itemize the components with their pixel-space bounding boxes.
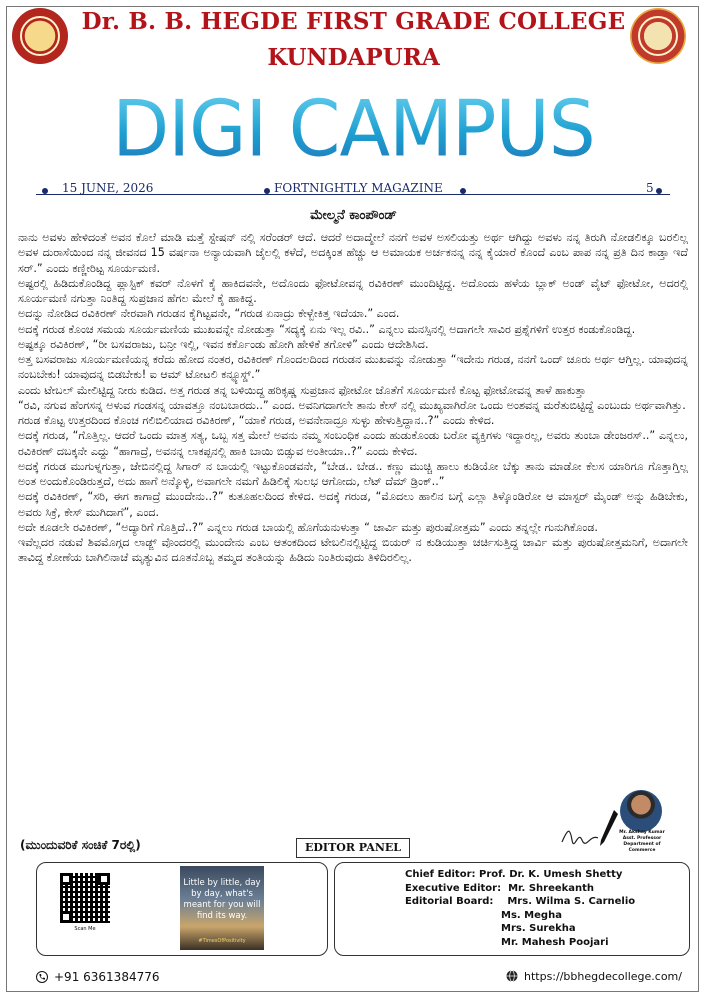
article-paragraph: ಅತ್ತ ಬಸವರಾಜು ಸೂರ್ಯಮಣಿಯನ್ನ ಕರೆದು ಹೋದ ನಂತರ, ರವಿಕಿರಣ್ ಗೊಂದಲದಿಂದ ಗರುಡನ ಮುಖವನ್ನು ನೋಡುತ್ತಾ “ಇದೇನು ಗರುಡ, ನನಗೆ ಒಂದ್ ಚೂರು ಅರ್ಥ ಆಗ್ತಿಲ್ಲ. ಯಾವುದನ್ನ ನಂಬಬೇಕು! ಯಾವುದನ್ನ ಬಿಡಬೇಕು! ಐ ಆಮ್ ಟೋಟಲಿ ಕನ್ಫ್ಯೂಸ್ಡ್.” bbox=[18, 353, 688, 382]
continued-note: (ಮುಂದುವರಿಕೆ ಸಂಚಿಕೆ 7ರಲ್ಲಿ) bbox=[20, 838, 141, 852]
board-member: Mr. Mahesh Poojari bbox=[501, 936, 609, 948]
article-paragraph: ಅದಕ್ಕೆ ಗರುಡ, “ಗೊತ್ತಿಲ್ಲ. ಆದರೆ ಒಂದು ಮಾತ್ರ ಸತ್ಯ, ಒಬ್ಬ ಸತ್ತ ಮೇಲೆ ಅವನು ನಮ್ಮ ಸಂಬಂಧಿಕ ಎಂದು ಹುಡುಕೊಂಡು ಬರೋ ವ್ಯಕ್ತಿಗಳು ಇದ್ದಾರಲ್ಲ, ಅವರು ತುಂಬಾ ಡೇಂಜರಸ್..” ಎನ್ನಲು, ರವಿಕಿರಣ್ ದಬಕ್ಕನೇ ಎದ್ದು “ಹಾಗಾದ್ರೆ, ಅವನನ್ನ ಲಾಕಪ್ಪನಲ್ಲಿ ಹಾಕಿ ಬಾಯಿ ಬಿಡ್ಸುವ ಅಂತೀಯಾ..?” ಎಂದು ಕೇಳಿದ. bbox=[18, 429, 688, 458]
qr-code[interactable] bbox=[60, 873, 110, 923]
article-paragraph: ಅಷ್ಟರಲ್ಲಿ ಹಿಡಿದುಕೊಂಡಿದ್ದ ಪ್ಲಾಸ್ಟಿಕ್ ಕವರ್ ನೊಳಗೆ ಕೈ ಹಾಕಿದವನೇ, ಅದೊಂದು ಫೋಟೋವನ್ನ ರವಿಕಿರಣ್ ಮುಂದಿಟ್ಟಿದ್ದ. ಅದೊಂದು ಹಳೆಯ ಬ್ಲಾಕ್ ಅಂಡ್ ವೈಟ್ ಫೋಟೋ, ಅದರಲ್ಲಿ ಸೂರ್ಯಮಣಿ ನಗುತ್ತಾ ನಿಂತಿದ್ದ ಸುಪ್ರಜಾನ ಹೆಗಲ ಮೇಲೆ ಕೈ ಹಾಕಿದ್ದ. bbox=[18, 276, 688, 305]
board-row: Editorial Board: Mrs. Wilma S. Carnelio bbox=[405, 896, 636, 908]
article-paragraph: ಎಂದು ಟೇಬಲ್ ಮೇಲಿಟ್ಟಿದ್ದ ನೀರು ಕುಡಿದ. ಅತ್ತ ಗರುಡ ತನ್ನ ಬಳಿಯಿದ್ದ ಹರಿಕೃಷ್ಣ ಸುಪ್ರಜಾನ ಫೋಟೋ ಜೊತೆಗೆ ಸೂರ್ಯಮಣಿ ಕೊಟ್ಟ ಫೋಟೋವನ್ನ ತಾಳೆ ಹಾಕುತ್ತಾ bbox=[18, 383, 586, 397]
globe-icon bbox=[506, 970, 518, 982]
quote-image bbox=[180, 866, 264, 950]
footer-phone[interactable]: +91 6361384776 bbox=[36, 970, 160, 984]
article-paragraph: ಇವೆಲ್ಲದರ ನಡುವೆ ಶಿವಮೊಗ್ಗದ ಲಾಡ್ಜ್ ವೊಂದರಲ್ಲಿ ಮುಂದೇನು ಎಂಬ ಆತಂಕದಿಂದ ಟೇಬಲಿನಲ್ಲಿಟ್ಟಿದ್ದ ಬಿಯರ್ ನ ಕುಡಿಯುತ್ತಾ ಚರ್ಚಿಸುತ್ತಿದ್ದ ಚಾರ್ವಿ ಮತ್ತು ಪುರುಷೋತ್ತಮನಿಗೆ, ಅದಾಗಲೇ ತಾವಿದ್ದ ಕೋಣೆಯ ಬಾಗಿಲಿನಾಚೆ ಮೃತ್ಯುವಿನ ದೂತನೊಬ್ಬ ತಮ್ಮದ ತಂತಿಯನ್ನು ಹಿಡಿದು ನಿಂತಿರುವುದು ತಿಳಿದಿರಲಿಲ್ಲ. bbox=[18, 536, 688, 565]
article-paragraph: “ರವಿ, ನಗುವ ಹೆಂಗಸನ್ನ ಅಳುವ ಗಂಡಸನ್ನ ಯಾವತ್ತೂ ನಂಬಬಾರದು..” ಎಂದ. ಅವನಿಗದಾಗಲೇ ತಾನು ಕೇಸ್ ನಲ್ಲಿ ಮುಖ್ಯವಾಗಿರೋ ಒಂದು ಅಂಶವನ್ನ ಮರೆತುಬಿಟ್ಟಿದ್ದೆ ಎಂಬುದು ಅರ್ಥವಾಗಿತ್ತು. bbox=[18, 398, 686, 412]
article-paragraph: ಅಷ್ಟಕ್ಕೂ ರವಿಕಿರಣ್, “ರೀ ಬಸವರಾಜು, ಬನ್ರೀ ಇಲ್ಲಿ, ಇವನ ಕರ್ಕೊಂಡು ಹೋಗಿ ಹೇಳಿಕೆ ತಗೋಳಿ” ಎಂದು ಆದೇಶಿಸಿದ. bbox=[18, 337, 429, 351]
quote-text: Little by little, day by day, what's meant for you will find its way. bbox=[183, 878, 261, 921]
article-paragraph: ಅದಕ್ಕೆ ಗರುಡ ಮುಗುಳ್ನಗುತ್ತಾ, ಜೇಬಿನಲ್ಲಿದ್ದ ಸಿಗಾರ್ ನ ಬಾಯಲ್ಲಿ ಇಟ್ಟುಕೊಂಡವನೇ, “ಬೇಡ.. ಬೇಡ.. ಕಣ್ಣು ಮುಚ್ಚಿ ಹಾಲು ಕುಡಿಯೋ ಬೆಕ್ಕು ತಾನು ಮಾಡೋ ಕೆಲಸ ಯಾರಿಗೂ ಗೊತ್ತಾಗ್ತಿಲ್ಲ ಅಂತ ಅಂದುಕೊಂಡಿರುತ್ತದೆ, ಅದು ಹಾಗೆ ಅನ್ಕೊಳ್ಳಿ, ಅವಾಗಲೇ ನಮಗೆ ಹಿಡಿಲಿಕ್ಕೆ ಸುಲಭ ಆಗೋದು, ಲೆಟ್ ದೆಮ್ ಡ್ರಿಂಕ್..” bbox=[18, 459, 688, 488]
article-paragraph: ಅದೇ ಕೂಡಲೇ ರವಿಕಿರಣ್, “ಅದ್ಯಾರಿಗೆ ಗೊತ್ತಿದೆ..?” ಎನ್ನಲು ಗರುಡ ಬಾಯಲ್ಲಿ ಹೊಗೆಯನುಳುತ್ತಾ “ ಚಾರ್ವಿ ಮತ್ತು ಪುರುಷೋತ್ತಮ” ಎಂದು ತನ್ನಲ್ಲೇ ಗುನುಗಿಕೊಂಡ. bbox=[18, 520, 598, 534]
college-location: KUNDAPURA bbox=[267, 44, 440, 71]
phone-icon bbox=[36, 971, 48, 983]
board-member: Mrs. Surekha bbox=[501, 923, 576, 935]
quote-hashtag: #TimesOfPositivity bbox=[198, 938, 246, 944]
editor-panel-label: EDITOR PANEL bbox=[296, 838, 410, 858]
magazine-masthead: DIGI CAMPUS bbox=[112, 83, 595, 175]
issue-type: FORTNIGHTLY MAGAZINE bbox=[274, 181, 443, 195]
editorial-board bbox=[405, 868, 635, 950]
board-row: Executive Editor: Mr. Shreekanth bbox=[405, 882, 595, 894]
qr-caption: Scan Me bbox=[74, 926, 96, 932]
article-body bbox=[18, 230, 688, 566]
editor-avatar bbox=[620, 790, 662, 832]
article-paragraph: ಅದಕ್ಕೆ ರವಿಕಿರಣ್, “ಸರಿ, ಈಗ ಕಾಗಾದ್ರೆ ಮುಂದೇನು..?” ಕುತೂಹಲದಿಂದ ಕೇಳಿದ. ಅದಕ್ಕೆ ಗರುಡ, “ಮೊದಲು ಹಾಲಿನ ಬಗ್ಗೆ ಎಲ್ಲಾ ತಿಳ್ಕೊಂಡಿರೋ ಆ ಮಾಸ್ಟರ್ ಮೈಂಡ್ ಅನ್ನು ಹಿಡಿಬೇಕು, ಅವರು ಸಿಕ್ರೆ, ಕೇಸ್ ಮುಗಿದಾಗೆ”, ಎಂದ. bbox=[18, 490, 688, 519]
editor-caption: Mr. Akshay Kumar Asst. Professor Department of Commerce bbox=[619, 830, 665, 853]
article-paragraph: ಗರುಡ ಕೊಟ್ಟ ಉತ್ತರದಿಂದ ಕೊಂಚ ಗಲಿಬಿಲಿಯಾದ ರವಿಕಿರಣ್, “ಯಾಕೆ ಗರುಡ, ಅವನೇನಾದ್ರೂ ಸುಳ್ಳು ಹೇಳುತ್ತಿದ್ದಾನ..?” ಎಂದು ಕೇಳಿದ. bbox=[18, 414, 495, 427]
board-member: Ms. Megha bbox=[501, 909, 562, 921]
board-row: Chief Editor: Prof. Dr. K. Umesh Shetty bbox=[405, 869, 623, 880]
article-paragraph: ನಾನು ಅವಳು ಹೇಳಿದಂತೆ ಅವನ ಕೊಲೆ ಮಾಡಿ ಮತ್ತೆ ಸ್ಟೇಷನ್ ನಲ್ಲಿ ಸರೆಂಡರ್ ಆದೆ. ಆದರೆ ಅದಾದ್ಮೇಲೆ ನನಗೆ ಅವಳ ಅಸಲಿಯತ್ತು ಅರ್ಥ ಆಗಿದ್ದು ಅವಳು ನನ್ನ ತಿರುಗಿ ನೋಡಲಿಕ್ಕೂ ಬರಲಿಲ್ಲ ಅವಳ ದುರಾಸೆಯಿಂದ ನನ್ನ ಜೀವನದ 15 ವರ್ಷನಾ ಅನ್ಯಾಯವಾಗಿ ಜೈಲಲ್ಲಿ ಕಳೆದೆ, ಅದಕ್ಕಿಂತ ಹೆಚ್ಚು ಆ ಅಮಾಯಕ ಅರ್ಚಕನನ್ನ ನನ್ನ ಕೈಯಾರೆ ಕೊಂದೆ ಎಂಬ ಪಾಪ ನನ್ನ ಪ್ರತಿ ದಿನ ಕಾಡ್ತಾ ಇದೆ ಸರ್.” ಎಂದು ಕಣ್ಣೀರಿಟ್ಟ ಸೂರ್ಯಮಣಿ. bbox=[18, 231, 688, 275]
article-title: ಮೇಲ್ಮನೆ ಕಾಂಪೌಂಡ್ bbox=[310, 208, 397, 223]
issue-date: 15 JUNE, 2026 bbox=[62, 181, 154, 195]
article-paragraph: ಅದಕ್ಕೆ ಗರುಡ ಕೊಂಚ ಸಮಯ ಸೂರ್ಯಮಣಿಯ ಮುಖವನ್ನೇ ನೋಡುತ್ತಾ “ಸದ್ಯಕ್ಕೆ ಏನು ಇಲ್ಲ ರವಿ..” ಎನ್ನಲು ಮನಸ್ಸಿನಲ್ಲಿ ಅದಾಗಲೇ ಸಾವಿರ ಪ್ರಶ್ನೆಗಳಿಗೆ ಉತ್ತರ ಕಂಡುಕೊಂಡಿದ್ದ. bbox=[18, 322, 636, 336]
header-rule bbox=[36, 194, 670, 195]
footer-website[interactable]: https://bbhegdecollege.com/ bbox=[506, 970, 682, 983]
article-paragraph: ಅದನ್ನು ನೋಡಿದ ರವಿಕಿರಣ್ ನೇರವಾಗಿ ಗರುಡನ ಕೈಗಿಟ್ಟವನೇ, “ಗರುಡ ಏನಾದ್ರು ಕೇಳ್ಬೇಕಿತ್ತ ಇದೆಯಾ.” ಎಂದ. bbox=[18, 307, 400, 321]
college-name: Dr. B. B. HEGDE FIRST GRADE COLLEGE bbox=[81, 8, 626, 35]
signature-icon bbox=[560, 826, 600, 846]
page-number: 5 bbox=[646, 181, 654, 195]
